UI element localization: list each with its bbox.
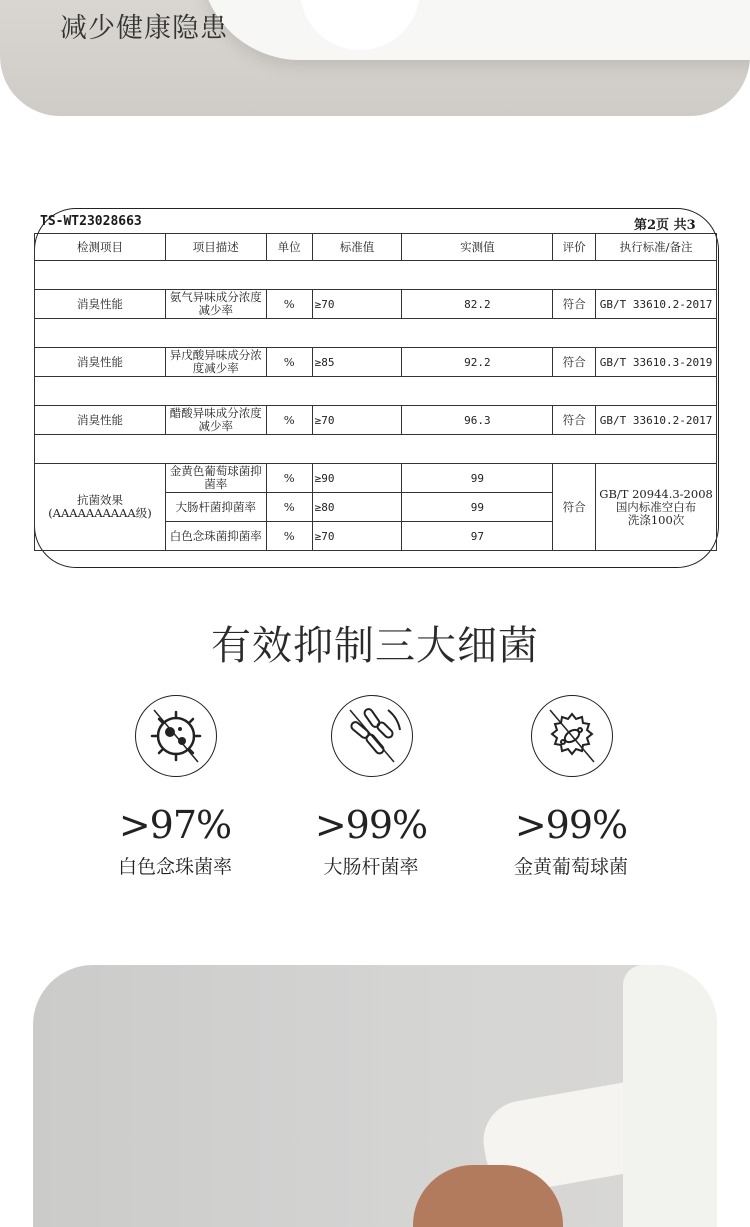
cell-std: ≥70: [312, 406, 402, 435]
cell-std: ≥80: [312, 493, 402, 522]
cell-val: 92.2: [402, 348, 553, 377]
cell-note: GB/T 33610.2-2017: [596, 406, 717, 435]
table-blank-row: [35, 435, 717, 464]
cell-item: 消臭性能: [35, 290, 166, 319]
header-cell: 评价: [553, 234, 596, 261]
stat-label: 大肠杆菌率: [323, 856, 419, 878]
cell-unit: %: [266, 493, 312, 522]
report-page: 第2页 共3: [634, 218, 696, 233]
table-row: [35, 290, 717, 319]
stat-label: 金黄葡萄球菌: [513, 856, 628, 878]
cell-std: ≥90: [312, 464, 402, 493]
antibac-standard: GB/T 20944.3-2008: [599, 486, 713, 501]
cell-desc: 白色念珠菌抑菌率: [165, 522, 266, 551]
header-cell: 单位: [266, 234, 312, 261]
cell-desc: 金黄色葡萄球菌抑菌率: [165, 464, 266, 493]
hero-caption: 减少健康隐患: [60, 13, 228, 44]
stat-value: >97%: [118, 803, 232, 847]
section-title: 有效抑制三大细菌: [211, 623, 539, 669]
cell-std: ≥70: [312, 290, 402, 319]
table-row: [35, 348, 717, 377]
cell-desc: 大肠杆菌抑菌率: [165, 493, 266, 522]
cell-item: 消臭性能: [35, 406, 166, 435]
cell-desc: 异戊酸异味成分浓度减少率: [165, 348, 266, 377]
cell-eval: 符合: [553, 464, 596, 551]
cell-desc: 醋酸异味成分浓度减少率: [165, 406, 266, 435]
antibac-grade: (AAAAAAAAAA级): [48, 506, 152, 520]
header-cell: 标准值: [312, 234, 402, 261]
antibac-item-label: 抗菌效果: [76, 493, 123, 507]
cell-note: GB/T 33610.2-2017: [596, 290, 717, 319]
cell-val: 82.2: [402, 290, 553, 319]
table-blank-row: [35, 319, 717, 348]
cell-unit: %: [266, 522, 312, 551]
cell-desc: 氨气异味成分浓度减少率: [165, 290, 266, 319]
cell-std: ≥85: [312, 348, 402, 377]
cell-unit: %: [266, 406, 312, 435]
table-row: [35, 464, 717, 493]
header-cell: 项目描述: [165, 234, 266, 261]
header-cell: 检测项目: [35, 234, 166, 261]
cell-eval: 符合: [553, 290, 596, 319]
table-blank-row: [35, 377, 717, 406]
cell-item-antibac: [35, 464, 166, 551]
cell-val: 96.3: [402, 406, 553, 435]
test-report-table: [34, 233, 717, 551]
antibac-note-line3: 洗涤100次: [627, 512, 685, 527]
cell-val: 97: [402, 522, 553, 551]
cell-val: 99: [402, 464, 553, 493]
coccus-cross-icon: [531, 695, 613, 777]
cell-eval: 符合: [553, 348, 596, 377]
virus-cross-icon: [135, 695, 217, 777]
bacillus-cross-icon: [331, 695, 413, 777]
header-cell: 实测值: [402, 234, 553, 261]
cell-eval: 符合: [553, 406, 596, 435]
cell-note-antibac: [596, 464, 717, 551]
cell-note: GB/T 33610.3-2019: [596, 348, 717, 377]
lifestyle-photo: [33, 965, 717, 1227]
header-cell: 执行标准/备注: [596, 234, 717, 261]
report-id: TS-WT23028663: [40, 214, 142, 229]
cell-std: ≥70: [312, 522, 402, 551]
cell-val: 99: [402, 493, 553, 522]
stat-value: >99%: [314, 803, 428, 847]
stat-value: >99%: [514, 803, 628, 847]
table-blank-row: [35, 261, 717, 290]
white-sock-shape: [200, 0, 750, 60]
cell-item: 消臭性能: [35, 348, 166, 377]
antibac-note-line2: 国内标准空白布: [615, 499, 697, 514]
cell-unit: %: [266, 348, 312, 377]
shirt-shape: [623, 965, 717, 1227]
cell-unit: %: [266, 290, 312, 319]
table-row: [35, 406, 717, 435]
stat-label: 白色念珠菌率: [117, 856, 232, 878]
cell-unit: %: [266, 464, 312, 493]
table-header-row: [35, 234, 717, 261]
